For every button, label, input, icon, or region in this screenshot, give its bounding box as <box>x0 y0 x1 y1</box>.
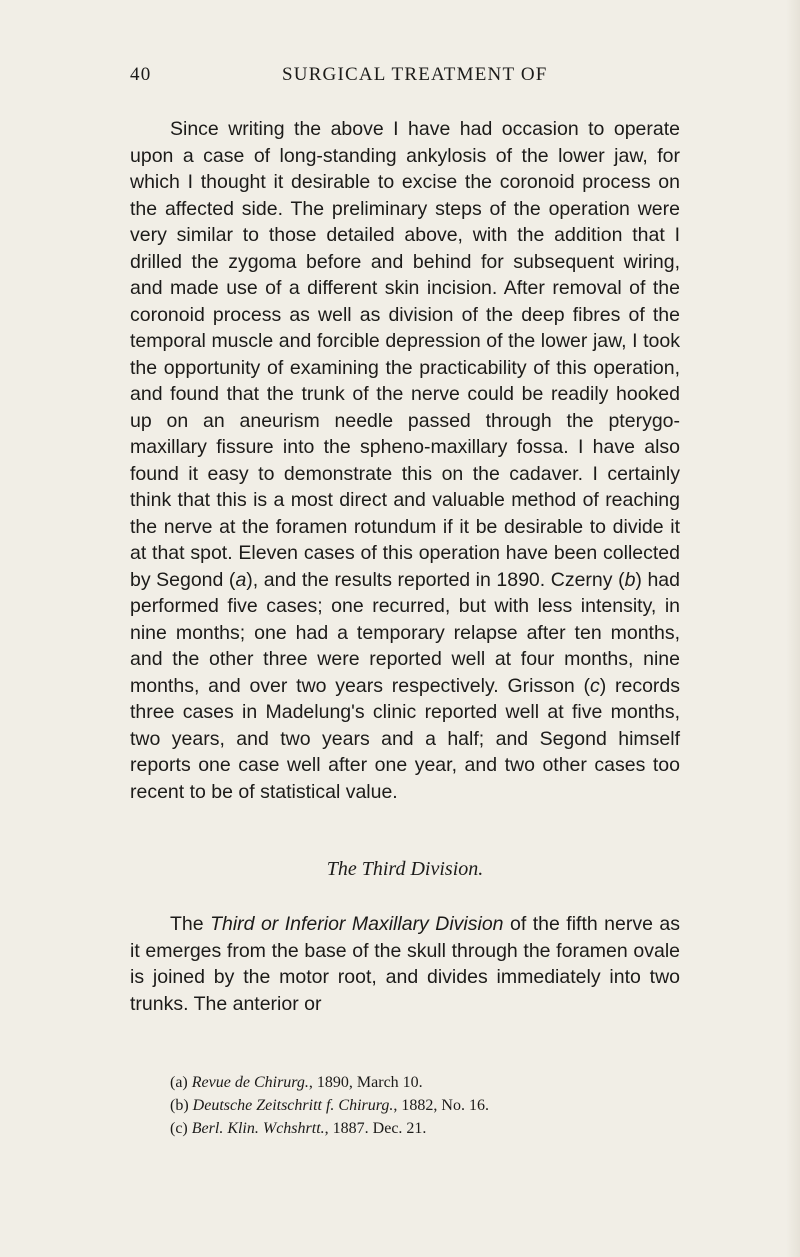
footnote-ref-c: c <box>589 674 600 697</box>
footnote-label: (a) <box>170 1074 188 1091</box>
body-paragraph-2 <box>130 911 680 1017</box>
body-paragraph-1 <box>130 116 680 805</box>
page-number: 40 <box>130 64 152 85</box>
footnote-a <box>170 1071 680 1094</box>
footnote-label: (b) <box>170 1097 189 1114</box>
text-run: The <box>170 913 211 935</box>
footnote-c <box>170 1117 680 1140</box>
page-edge-shadow <box>786 0 800 1257</box>
text-run: ) records three cases in Madelung's clinic reported well at five months, two years, and two years and a half; and Segond himself reports one case well after one year, and two other cases too recent to be of statistical value. <box>130 674 681 803</box>
footnote-details: , 1882, No. 16. <box>393 1097 489 1114</box>
section-heading: The Third Division. <box>326 858 484 880</box>
footnote-source: Deutsche Zeitschritt f. Chirurg. <box>192 1097 394 1114</box>
footnote-ref-b: b <box>624 568 636 591</box>
text-run: of the fifth nerve as it emerges from the base of the skull through the foramen ovale is joined by the motor root, and divides immediately into two trunks. The anterior or <box>130 913 680 1015</box>
footnote-source: Revue de Chirurg. <box>191 1074 309 1091</box>
footnote-source: Berl. Klin. Wchshrtt. <box>191 1120 325 1137</box>
italic-term: Third or Inferior Maxillary Division <box>210 913 504 935</box>
footnote-details: , 1887. Dec. 21. <box>324 1120 427 1137</box>
running-title: SURGICAL TREATMENT OF <box>282 64 548 85</box>
footnote-b <box>170 1094 680 1117</box>
text-run: ) had performed five cases; one recurred, but with less intensity, in nine months; one had a temporary relapse after ten months, and the other three were reported well at four months, nine months, and over two years respectively. Grisson ( <box>130 568 681 697</box>
paragraph-text <box>130 116 680 805</box>
footnote-details: , 1890, March 10. <box>308 1074 423 1091</box>
paragraph-text <box>130 911 680 1017</box>
text-run: ), and the results reported in 1890. Czerny ( <box>246 568 625 591</box>
footnotes <box>170 1071 680 1140</box>
footnote-label: (c) <box>170 1120 188 1137</box>
text-run: Since writing the above I have had occasion to operate upon a case of long-standing ankylosis of the lower jaw, for which I thought it desirable to excise the coronoid process on the affected side. The preliminary steps of the operation were very similar to those detailed above, with the addition that I drilled the zygoma before and behind for subsequent wiring, and made use of a different skin incision. After removal of the coronoid process as well as division of the deep fibres of the temporal muscle and forcible depression of the lower jaw, I took the opportunity of examining the practicability of this operation, and found that the trunk of the nerve could be readily hooked up on an aneurism needle passed through the pterygo-maxillary fissure into the spheno-maxillary fossa. I have also found it easy to demonstrate this on the cadaver. I certainly think that this is a most direct and valuable method of reaching the nerve at the foramen rotundum if it be desirable to divide it at that spot. Eleven cases of this operation have been collected by Segond ( <box>130 118 680 591</box>
footnote-ref-a: a <box>235 568 247 591</box>
